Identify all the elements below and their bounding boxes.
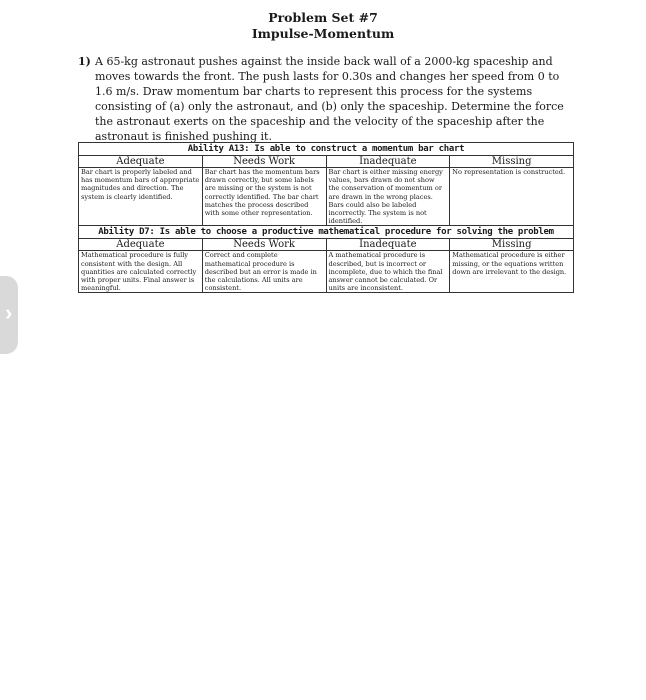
d7-adequate-cell: Mathematical procedure is fully consistent with the design. All quantities are calculated correctly with proper units. Final answer is meaningful.	[79, 251, 203, 293]
d7-needs-work-cell: Correct and complete mathematical procedure is described but an error is made in the calculations. All units are consistent.	[202, 251, 326, 293]
rubric-table	[78, 142, 574, 293]
a13-adequate-cell: Bar chart is properly labeled and has momentum bars of appropriate magnitudes and direction. The system is clearly identified.	[79, 168, 203, 226]
level-header-inadequate: Inadequate	[326, 156, 450, 168]
d7-missing-cell: Mathematical procedure is either missing, or the equations written down are irrelevant to the design.	[450, 251, 574, 293]
ability-a13-title: Ability A13: Is able to construct a momentum bar chart	[79, 143, 574, 156]
level-header-needs-work: Needs Work	[202, 239, 326, 251]
page-subtitle: Impulse-Momentum	[251, 26, 395, 41]
problem-statement	[78, 54, 578, 144]
problem-number: 1)	[78, 55, 91, 68]
d7-inadequate-cell: A mathematical procedure is described, but is incorrect or incomplete, due to which the final answer cannot be calculated. Or units are inconsistent.	[326, 251, 450, 293]
level-header-adequate: Adequate	[79, 239, 203, 251]
problem-text: A 65-kg astronaut pushes against the inside back wall of a 2000-kg spaceship and moves towards the front. The push lasts for 0.30s and changes her speed from 0 to 1.6 m/s. Draw momentum bar charts to represent this process for the systems consisting of (a) only the astronaut, and (b) only the spaceship. Determine the force the astronaut exerts on the spaceship and the velocity of the spaceship after the astronaut is finished pushing it.	[95, 55, 564, 143]
level-header-needs-work: Needs Work	[202, 156, 326, 168]
page-title: Problem Set #7	[268, 10, 378, 25]
a13-inadequate-cell: Bar chart is either missing energy values, bars drawn do not show the conservation of momentum or are drawn in the wrong places. Bars could also be labeled incorrectly. The system is not identified.	[326, 168, 450, 226]
chevron-right-icon: ›	[5, 300, 13, 325]
level-header-missing: Missing	[450, 156, 574, 168]
level-header-inadequate: Inadequate	[326, 239, 450, 251]
a13-needs-work-cell: Bar chart has the momentum bars drawn correctly, but some labels are missing or the system is not correctly identified. The bar chart matches the process described with some other representation.	[202, 168, 326, 226]
level-header-adequate: Adequate	[79, 156, 203, 168]
level-header-missing: Missing	[450, 239, 574, 251]
ability-d7-title: Ability D7: Is able to choose a productive mathematical procedure for solving the problem	[79, 226, 574, 239]
side-panel-tab[interactable]	[0, 276, 18, 354]
a13-missing-cell: No representation is constructed.	[450, 168, 574, 226]
